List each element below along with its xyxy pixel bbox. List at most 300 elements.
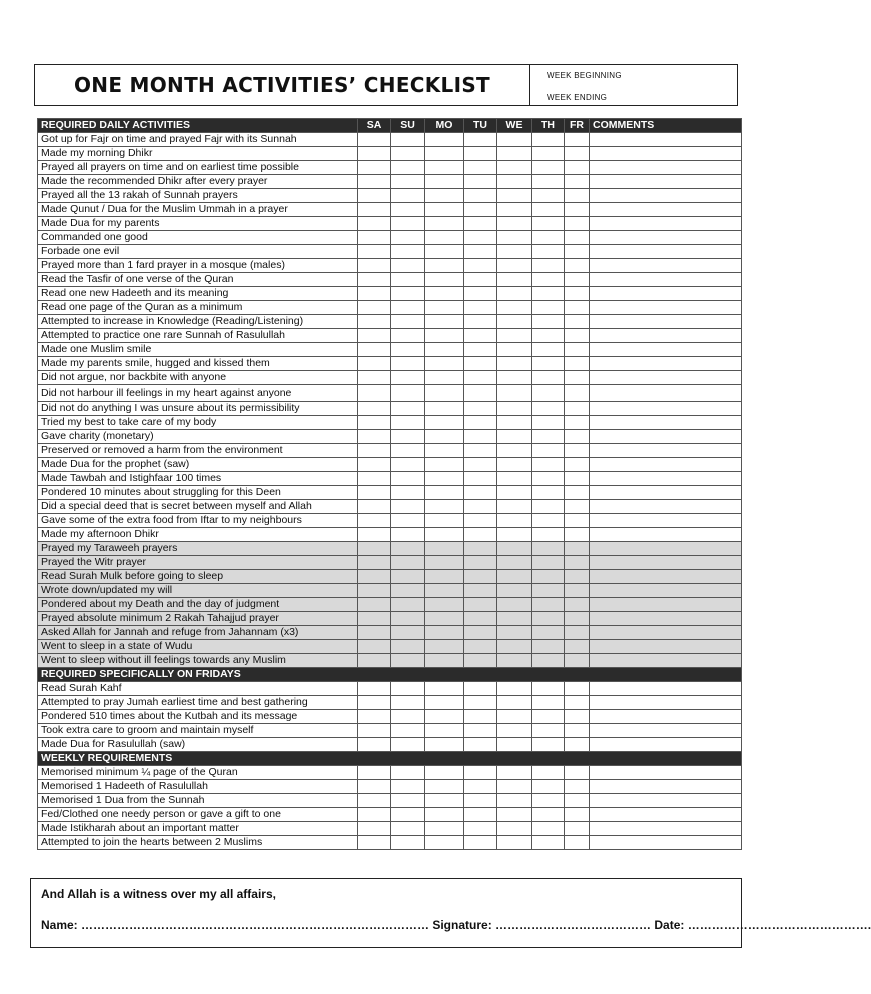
day-checkbox-cell[interactable]: [532, 766, 565, 780]
comment-cell[interactable]: [590, 724, 742, 738]
comment-cell[interactable]: [590, 161, 742, 175]
day-checkbox-cell[interactable]: [358, 570, 391, 584]
comment-cell[interactable]: [590, 528, 742, 542]
day-checkbox-cell[interactable]: [565, 836, 590, 850]
day-checkbox-cell[interactable]: [391, 570, 425, 584]
day-checkbox-cell[interactable]: [497, 458, 532, 472]
day-checkbox-cell[interactable]: [358, 612, 391, 626]
day-checkbox-cell[interactable]: [565, 794, 590, 808]
day-checkbox-cell[interactable]: [391, 486, 425, 500]
day-checkbox-cell[interactable]: [464, 189, 497, 203]
day-checkbox-cell[interactable]: [425, 514, 464, 528]
day-checkbox-cell[interactable]: [425, 654, 464, 668]
day-checkbox-cell[interactable]: [391, 402, 425, 416]
day-checkbox-cell[interactable]: [497, 315, 532, 329]
day-checkbox-cell[interactable]: [358, 766, 391, 780]
day-checkbox-cell[interactable]: [497, 780, 532, 794]
day-checkbox-cell[interactable]: [358, 133, 391, 147]
day-checkbox-cell[interactable]: [532, 245, 565, 259]
comment-cell[interactable]: [590, 766, 742, 780]
day-checkbox-cell[interactable]: [497, 612, 532, 626]
day-checkbox-cell[interactable]: [425, 385, 464, 402]
day-checkbox-cell[interactable]: [464, 161, 497, 175]
comment-cell[interactable]: [590, 598, 742, 612]
comment-cell[interactable]: [590, 808, 742, 822]
comment-cell[interactable]: [590, 682, 742, 696]
day-checkbox-cell[interactable]: [532, 514, 565, 528]
day-checkbox-cell[interactable]: [565, 640, 590, 654]
day-checkbox-cell[interactable]: [391, 133, 425, 147]
day-checkbox-cell[interactable]: [391, 822, 425, 836]
day-checkbox-cell[interactable]: [391, 808, 425, 822]
comment-cell[interactable]: [590, 612, 742, 626]
day-checkbox-cell[interactable]: [391, 203, 425, 217]
day-checkbox-cell[interactable]: [497, 203, 532, 217]
day-checkbox-cell[interactable]: [425, 472, 464, 486]
day-checkbox-cell[interactable]: [497, 766, 532, 780]
day-checkbox-cell[interactable]: [464, 301, 497, 315]
day-checkbox-cell[interactable]: [391, 175, 425, 189]
day-checkbox-cell[interactable]: [464, 371, 497, 385]
day-checkbox-cell[interactable]: [425, 626, 464, 640]
day-checkbox-cell[interactable]: [464, 329, 497, 343]
day-checkbox-cell[interactable]: [391, 430, 425, 444]
day-checkbox-cell[interactable]: [425, 556, 464, 570]
day-checkbox-cell[interactable]: [425, 203, 464, 217]
day-checkbox-cell[interactable]: [532, 500, 565, 514]
day-checkbox-cell[interactable]: [464, 808, 497, 822]
comment-cell[interactable]: [590, 640, 742, 654]
day-checkbox-cell[interactable]: [425, 416, 464, 430]
day-checkbox-cell[interactable]: [358, 273, 391, 287]
day-checkbox-cell[interactable]: [532, 329, 565, 343]
comment-cell[interactable]: [590, 147, 742, 161]
day-checkbox-cell[interactable]: [464, 203, 497, 217]
day-checkbox-cell[interactable]: [532, 231, 565, 245]
day-checkbox-cell[interactable]: [391, 147, 425, 161]
day-checkbox-cell[interactable]: [532, 836, 565, 850]
day-checkbox-cell[interactable]: [391, 273, 425, 287]
day-checkbox-cell[interactable]: [464, 724, 497, 738]
comment-cell[interactable]: [590, 444, 742, 458]
day-checkbox-cell[interactable]: [565, 500, 590, 514]
day-checkbox-cell[interactable]: [565, 766, 590, 780]
day-checkbox-cell[interactable]: [358, 556, 391, 570]
day-checkbox-cell[interactable]: [497, 329, 532, 343]
comment-cell[interactable]: [590, 458, 742, 472]
day-checkbox-cell[interactable]: [358, 430, 391, 444]
comment-cell[interactable]: [590, 654, 742, 668]
comment-cell[interactable]: [590, 794, 742, 808]
day-checkbox-cell[interactable]: [464, 780, 497, 794]
day-checkbox-cell[interactable]: [464, 696, 497, 710]
day-checkbox-cell[interactable]: [358, 542, 391, 556]
day-checkbox-cell[interactable]: [425, 217, 464, 231]
day-checkbox-cell[interactable]: [425, 738, 464, 752]
comment-cell[interactable]: [590, 287, 742, 301]
day-checkbox-cell[interactable]: [358, 416, 391, 430]
day-checkbox-cell[interactable]: [497, 528, 532, 542]
day-checkbox-cell[interactable]: [497, 385, 532, 402]
day-checkbox-cell[interactable]: [391, 189, 425, 203]
day-checkbox-cell[interactable]: [425, 766, 464, 780]
day-checkbox-cell[interactable]: [358, 259, 391, 273]
day-checkbox-cell[interactable]: [425, 245, 464, 259]
day-checkbox-cell[interactable]: [565, 822, 590, 836]
day-checkbox-cell[interactable]: [464, 556, 497, 570]
day-checkbox-cell[interactable]: [425, 612, 464, 626]
day-checkbox-cell[interactable]: [358, 584, 391, 598]
day-checkbox-cell[interactable]: [464, 259, 497, 273]
day-checkbox-cell[interactable]: [497, 584, 532, 598]
day-checkbox-cell[interactable]: [391, 654, 425, 668]
day-checkbox-cell[interactable]: [532, 217, 565, 231]
day-checkbox-cell[interactable]: [532, 808, 565, 822]
day-checkbox-cell[interactable]: [425, 542, 464, 556]
day-checkbox-cell[interactable]: [532, 640, 565, 654]
day-checkbox-cell[interactable]: [565, 626, 590, 640]
day-checkbox-cell[interactable]: [358, 794, 391, 808]
day-checkbox-cell[interactable]: [464, 175, 497, 189]
day-checkbox-cell[interactable]: [425, 710, 464, 724]
day-checkbox-cell[interactable]: [425, 189, 464, 203]
comment-cell[interactable]: [590, 385, 742, 402]
day-checkbox-cell[interactable]: [358, 245, 391, 259]
day-checkbox-cell[interactable]: [358, 231, 391, 245]
comment-cell[interactable]: [590, 486, 742, 500]
day-checkbox-cell[interactable]: [391, 161, 425, 175]
day-checkbox-cell[interactable]: [464, 738, 497, 752]
day-checkbox-cell[interactable]: [464, 584, 497, 598]
day-checkbox-cell[interactable]: [358, 147, 391, 161]
day-checkbox-cell[interactable]: [464, 217, 497, 231]
day-checkbox-cell[interactable]: [497, 836, 532, 850]
day-checkbox-cell[interactable]: [391, 287, 425, 301]
day-checkbox-cell[interactable]: [565, 147, 590, 161]
day-checkbox-cell[interactable]: [391, 458, 425, 472]
day-checkbox-cell[interactable]: [497, 343, 532, 357]
day-checkbox-cell[interactable]: [464, 315, 497, 329]
day-checkbox-cell[interactable]: [497, 808, 532, 822]
day-checkbox-cell[interactable]: [565, 486, 590, 500]
day-checkbox-cell[interactable]: [425, 430, 464, 444]
day-checkbox-cell[interactable]: [464, 231, 497, 245]
day-checkbox-cell[interactable]: [464, 357, 497, 371]
day-checkbox-cell[interactable]: [497, 217, 532, 231]
day-checkbox-cell[interactable]: [565, 556, 590, 570]
day-checkbox-cell[interactable]: [358, 203, 391, 217]
day-checkbox-cell[interactable]: [565, 315, 590, 329]
day-checkbox-cell[interactable]: [532, 486, 565, 500]
day-checkbox-cell[interactable]: [464, 133, 497, 147]
day-checkbox-cell[interactable]: [532, 654, 565, 668]
day-checkbox-cell[interactable]: [565, 301, 590, 315]
comment-cell[interactable]: [590, 542, 742, 556]
day-checkbox-cell[interactable]: [425, 696, 464, 710]
comment-cell[interactable]: [590, 189, 742, 203]
day-checkbox-cell[interactable]: [425, 794, 464, 808]
day-checkbox-cell[interactable]: [497, 245, 532, 259]
day-checkbox-cell[interactable]: [391, 315, 425, 329]
day-checkbox-cell[interactable]: [391, 217, 425, 231]
comment-cell[interactable]: [590, 780, 742, 794]
day-checkbox-cell[interactable]: [464, 612, 497, 626]
day-checkbox-cell[interactable]: [464, 542, 497, 556]
day-checkbox-cell[interactable]: [464, 273, 497, 287]
day-checkbox-cell[interactable]: [532, 570, 565, 584]
day-checkbox-cell[interactable]: [391, 794, 425, 808]
comment-cell[interactable]: [590, 584, 742, 598]
day-checkbox-cell[interactable]: [532, 189, 565, 203]
day-checkbox-cell[interactable]: [532, 542, 565, 556]
day-checkbox-cell[interactable]: [497, 430, 532, 444]
day-checkbox-cell[interactable]: [532, 416, 565, 430]
day-checkbox-cell[interactable]: [497, 273, 532, 287]
day-checkbox-cell[interactable]: [565, 780, 590, 794]
day-checkbox-cell[interactable]: [425, 402, 464, 416]
day-checkbox-cell[interactable]: [358, 654, 391, 668]
day-checkbox-cell[interactable]: [532, 682, 565, 696]
day-checkbox-cell[interactable]: [532, 584, 565, 598]
day-checkbox-cell[interactable]: [565, 231, 590, 245]
day-checkbox-cell[interactable]: [532, 822, 565, 836]
day-checkbox-cell[interactable]: [358, 161, 391, 175]
day-checkbox-cell[interactable]: [391, 710, 425, 724]
day-checkbox-cell[interactable]: [425, 175, 464, 189]
day-checkbox-cell[interactable]: [464, 402, 497, 416]
day-checkbox-cell[interactable]: [358, 402, 391, 416]
day-checkbox-cell[interactable]: [358, 371, 391, 385]
day-checkbox-cell[interactable]: [358, 301, 391, 315]
day-checkbox-cell[interactable]: [565, 175, 590, 189]
day-checkbox-cell[interactable]: [497, 444, 532, 458]
day-checkbox-cell[interactable]: [464, 822, 497, 836]
day-checkbox-cell[interactable]: [532, 794, 565, 808]
day-checkbox-cell[interactable]: [497, 556, 532, 570]
day-checkbox-cell[interactable]: [497, 654, 532, 668]
day-checkbox-cell[interactable]: [565, 444, 590, 458]
day-checkbox-cell[interactable]: [464, 287, 497, 301]
day-checkbox-cell[interactable]: [565, 654, 590, 668]
comment-cell[interactable]: [590, 259, 742, 273]
day-checkbox-cell[interactable]: [565, 612, 590, 626]
day-checkbox-cell[interactable]: [497, 500, 532, 514]
day-checkbox-cell[interactable]: [464, 458, 497, 472]
day-checkbox-cell[interactable]: [391, 556, 425, 570]
day-checkbox-cell[interactable]: [497, 626, 532, 640]
day-checkbox-cell[interactable]: [425, 259, 464, 273]
day-checkbox-cell[interactable]: [565, 682, 590, 696]
day-checkbox-cell[interactable]: [391, 301, 425, 315]
day-checkbox-cell[interactable]: [565, 738, 590, 752]
day-checkbox-cell[interactable]: [464, 514, 497, 528]
day-checkbox-cell[interactable]: [464, 836, 497, 850]
day-checkbox-cell[interactable]: [391, 472, 425, 486]
day-checkbox-cell[interactable]: [565, 402, 590, 416]
day-checkbox-cell[interactable]: [391, 231, 425, 245]
day-checkbox-cell[interactable]: [391, 514, 425, 528]
day-checkbox-cell[interactable]: [391, 343, 425, 357]
day-checkbox-cell[interactable]: [565, 584, 590, 598]
day-checkbox-cell[interactable]: [358, 528, 391, 542]
comment-cell[interactable]: [590, 357, 742, 371]
comment-cell[interactable]: [590, 836, 742, 850]
comment-cell[interactable]: [590, 430, 742, 444]
day-checkbox-cell[interactable]: [391, 584, 425, 598]
comment-cell[interactable]: [590, 133, 742, 147]
day-checkbox-cell[interactable]: [425, 357, 464, 371]
day-checkbox-cell[interactable]: [565, 808, 590, 822]
day-checkbox-cell[interactable]: [358, 724, 391, 738]
comment-cell[interactable]: [590, 696, 742, 710]
day-checkbox-cell[interactable]: [565, 598, 590, 612]
day-checkbox-cell[interactable]: [358, 738, 391, 752]
day-checkbox-cell[interactable]: [565, 430, 590, 444]
day-checkbox-cell[interactable]: [425, 486, 464, 500]
day-checkbox-cell[interactable]: [358, 822, 391, 836]
day-checkbox-cell[interactable]: [565, 273, 590, 287]
day-checkbox-cell[interactable]: [565, 161, 590, 175]
day-checkbox-cell[interactable]: [425, 500, 464, 514]
day-checkbox-cell[interactable]: [425, 287, 464, 301]
day-checkbox-cell[interactable]: [497, 682, 532, 696]
day-checkbox-cell[interactable]: [464, 766, 497, 780]
day-checkbox-cell[interactable]: [497, 175, 532, 189]
day-checkbox-cell[interactable]: [425, 161, 464, 175]
day-checkbox-cell[interactable]: [497, 696, 532, 710]
day-checkbox-cell[interactable]: [464, 626, 497, 640]
day-checkbox-cell[interactable]: [358, 472, 391, 486]
comment-cell[interactable]: [590, 500, 742, 514]
comment-cell[interactable]: [590, 626, 742, 640]
day-checkbox-cell[interactable]: [565, 203, 590, 217]
day-checkbox-cell[interactable]: [532, 402, 565, 416]
day-checkbox-cell[interactable]: [464, 472, 497, 486]
day-checkbox-cell[interactable]: [497, 710, 532, 724]
day-checkbox-cell[interactable]: [425, 329, 464, 343]
day-checkbox-cell[interactable]: [358, 696, 391, 710]
comment-cell[interactable]: [590, 710, 742, 724]
day-checkbox-cell[interactable]: [565, 458, 590, 472]
day-checkbox-cell[interactable]: [425, 822, 464, 836]
day-checkbox-cell[interactable]: [425, 231, 464, 245]
day-checkbox-cell[interactable]: [497, 542, 532, 556]
day-checkbox-cell[interactable]: [391, 245, 425, 259]
day-checkbox-cell[interactable]: [391, 682, 425, 696]
day-checkbox-cell[interactable]: [532, 472, 565, 486]
day-checkbox-cell[interactable]: [464, 570, 497, 584]
day-checkbox-cell[interactable]: [391, 500, 425, 514]
day-checkbox-cell[interactable]: [425, 315, 464, 329]
day-checkbox-cell[interactable]: [532, 724, 565, 738]
day-checkbox-cell[interactable]: [358, 710, 391, 724]
day-checkbox-cell[interactable]: [532, 598, 565, 612]
day-checkbox-cell[interactable]: [532, 612, 565, 626]
day-checkbox-cell[interactable]: [532, 175, 565, 189]
day-checkbox-cell[interactable]: [391, 598, 425, 612]
comment-cell[interactable]: [590, 245, 742, 259]
day-checkbox-cell[interactable]: [425, 570, 464, 584]
day-checkbox-cell[interactable]: [532, 371, 565, 385]
comment-cell[interactable]: [590, 329, 742, 343]
day-checkbox-cell[interactable]: [391, 371, 425, 385]
day-checkbox-cell[interactable]: [532, 458, 565, 472]
day-checkbox-cell[interactable]: [532, 738, 565, 752]
day-checkbox-cell[interactable]: [532, 315, 565, 329]
day-checkbox-cell[interactable]: [565, 245, 590, 259]
comment-cell[interactable]: [590, 315, 742, 329]
day-checkbox-cell[interactable]: [497, 287, 532, 301]
day-checkbox-cell[interactable]: [532, 528, 565, 542]
day-checkbox-cell[interactable]: [464, 416, 497, 430]
day-checkbox-cell[interactable]: [565, 343, 590, 357]
day-checkbox-cell[interactable]: [391, 696, 425, 710]
day-checkbox-cell[interactable]: [464, 794, 497, 808]
day-checkbox-cell[interactable]: [358, 836, 391, 850]
day-checkbox-cell[interactable]: [391, 416, 425, 430]
day-checkbox-cell[interactable]: [358, 287, 391, 301]
day-checkbox-cell[interactable]: [464, 528, 497, 542]
day-checkbox-cell[interactable]: [565, 287, 590, 301]
day-checkbox-cell[interactable]: [497, 514, 532, 528]
day-checkbox-cell[interactable]: [391, 528, 425, 542]
day-checkbox-cell[interactable]: [464, 640, 497, 654]
day-checkbox-cell[interactable]: [358, 343, 391, 357]
day-checkbox-cell[interactable]: [532, 430, 565, 444]
day-checkbox-cell[interactable]: [425, 444, 464, 458]
day-checkbox-cell[interactable]: [391, 385, 425, 402]
day-checkbox-cell[interactable]: [532, 710, 565, 724]
day-checkbox-cell[interactable]: [565, 514, 590, 528]
day-checkbox-cell[interactable]: [425, 133, 464, 147]
day-checkbox-cell[interactable]: [464, 682, 497, 696]
day-checkbox-cell[interactable]: [358, 808, 391, 822]
day-checkbox-cell[interactable]: [425, 808, 464, 822]
day-checkbox-cell[interactable]: [425, 682, 464, 696]
comment-cell[interactable]: [590, 175, 742, 189]
day-checkbox-cell[interactable]: [497, 133, 532, 147]
day-checkbox-cell[interactable]: [497, 402, 532, 416]
day-checkbox-cell[interactable]: [358, 357, 391, 371]
day-checkbox-cell[interactable]: [425, 836, 464, 850]
day-checkbox-cell[interactable]: [425, 343, 464, 357]
day-checkbox-cell[interactable]: [391, 542, 425, 556]
day-checkbox-cell[interactable]: [497, 301, 532, 315]
day-checkbox-cell[interactable]: [391, 724, 425, 738]
day-checkbox-cell[interactable]: [358, 217, 391, 231]
day-checkbox-cell[interactable]: [497, 357, 532, 371]
day-checkbox-cell[interactable]: [358, 780, 391, 794]
comment-cell[interactable]: [590, 822, 742, 836]
day-checkbox-cell[interactable]: [565, 724, 590, 738]
day-checkbox-cell[interactable]: [532, 161, 565, 175]
day-checkbox-cell[interactable]: [391, 836, 425, 850]
comment-cell[interactable]: [590, 472, 742, 486]
day-checkbox-cell[interactable]: [358, 189, 391, 203]
day-checkbox-cell[interactable]: [497, 598, 532, 612]
comment-cell[interactable]: [590, 273, 742, 287]
day-checkbox-cell[interactable]: [425, 598, 464, 612]
day-checkbox-cell[interactable]: [391, 259, 425, 273]
day-checkbox-cell[interactable]: [464, 385, 497, 402]
day-checkbox-cell[interactable]: [425, 273, 464, 287]
day-checkbox-cell[interactable]: [391, 766, 425, 780]
day-checkbox-cell[interactable]: [532, 273, 565, 287]
day-checkbox-cell[interactable]: [358, 682, 391, 696]
day-checkbox-cell[interactable]: [497, 189, 532, 203]
day-checkbox-cell[interactable]: [565, 133, 590, 147]
day-checkbox-cell[interactable]: [565, 371, 590, 385]
